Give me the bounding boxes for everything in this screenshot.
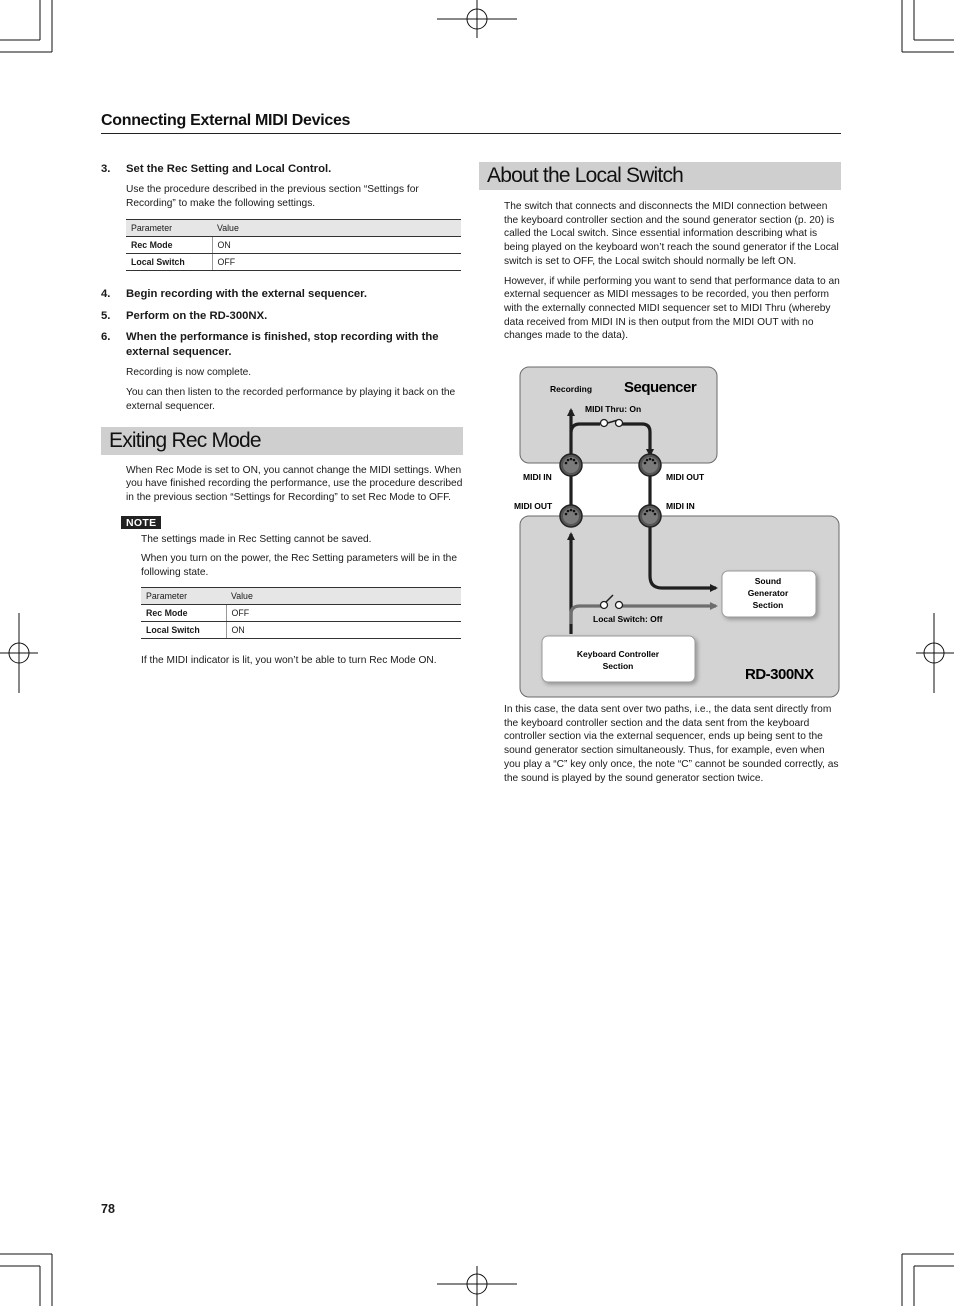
sound-generator-label: Sound	[754, 576, 782, 586]
local-switch-label: Local Switch: Off	[593, 614, 663, 624]
step-number: 4.	[101, 288, 111, 301]
table-cell: OFF	[212, 254, 461, 271]
step-text: Begin recording with the external sequencer.	[126, 288, 368, 301]
keyboard-controller-label: Keyboard Controller	[576, 649, 660, 659]
rd-300nx-title: RD-300NX	[745, 666, 814, 683]
table-row	[126, 254, 461, 271]
step-text: Set the Rec Setting and Local Control.	[126, 163, 332, 175]
midi-thru-label: MIDI Thru: On	[585, 404, 642, 414]
table-header-cell: Parameter	[141, 587, 226, 604]
page-number: 78	[101, 1202, 115, 1216]
section-header: Connecting External MIDI Devices	[101, 112, 841, 134]
table-row	[126, 237, 461, 254]
table-header-cell: Parameter	[126, 220, 212, 237]
table-row	[141, 604, 461, 621]
table-cell: ON	[226, 621, 461, 638]
table-cell: Local Switch	[126, 254, 212, 271]
step-text: Perform on the RD-300NX.	[126, 310, 268, 323]
step-text: When the performance is finished, stop recording with the external sequencer.	[126, 331, 439, 359]
table-cell: ON	[212, 237, 461, 254]
midi-connection-diagram	[508, 362, 844, 702]
local-switch-contact	[616, 602, 623, 609]
note-text-1: The settings made in Rec Setting cannot be saved.	[141, 533, 372, 545]
step-3-body: Use the procedure described in the previous section “Settings for Recording” to make the following settings.	[126, 184, 419, 209]
table-cell: OFF	[226, 604, 461, 621]
step-6-body-1: Recording is now complete.	[126, 367, 252, 379]
table-row	[141, 621, 461, 638]
local-switch-para-3: In this case, the data sent over two paths, i.e., the data sent directly from the keyboard controller section and the data sent from the keyboard controller section via the external sequencer, ends up being sent to the sound generator section simultaneously. Thus, for example, even when you play a “C” key only once, the note “C” cannot be sounded correctly, as the sound is played by the sound generator section twice.	[504, 704, 839, 784]
table-header-row	[141, 587, 461, 604]
keyboard-controller-box	[542, 636, 695, 682]
sequencer-midi-out-label: MIDI OUT	[666, 472, 705, 482]
exiting-rec-mode-body: When Rec Mode is set to ON, you cannot change the MIDI settings. When you have finished recording the performance, use the procedure described in the previous section “Settings for Recording” to set Rec Mode to OFF.	[126, 464, 463, 503]
table-header-cell: Value	[212, 220, 461, 237]
step-4	[101, 287, 463, 302]
note-block	[101, 513, 463, 668]
table-cell: Rec Mode	[126, 237, 212, 254]
local-switch-para-2: However, if while performing you want to send that performance data to an external sequencer as MIDI messages to be recorded, you then perform with the externally connected MIDI sequencer set to MIDI Thru (whereby data received from MIDI IN is then output from the MIDI OUT with no changes made to the data).	[504, 275, 840, 342]
step-number: 5.	[101, 310, 111, 323]
note-badge: NOTE	[121, 516, 161, 529]
midi-port-icon	[560, 505, 582, 527]
keyboard-controller-label: Section	[602, 661, 634, 671]
thru-switch-contact	[601, 420, 608, 427]
thru-switch-contact	[616, 420, 623, 427]
step-3	[101, 162, 463, 177]
step-6-body-2: You can then listen to the recorded performance by playing it back on the external sequencer.	[126, 387, 456, 412]
about-local-switch-heading: About the Local Switch	[479, 162, 841, 190]
sound-generator-label: Generator	[747, 588, 789, 598]
settings-table-wrapper	[101, 219, 463, 271]
local-switch-contact	[601, 602, 608, 609]
table-header-cell: Value	[226, 587, 461, 604]
rd-midi-in-label: MIDI IN	[666, 501, 695, 511]
local-switch-para-1: The switch that connects and disconnects the MIDI connection between the keyboard controller section and the sound generator section (p. 20) is called the Local switch. Since essential information describing what is being played on the keyboard won’t reach the sound generator if the Local switch is set to OFF, the Local switch should normally be left ON.	[504, 201, 839, 267]
step-5	[101, 309, 463, 324]
power-on-state-table	[141, 587, 461, 639]
sound-generator-label: Section	[752, 600, 784, 610]
left-column	[101, 162, 463, 667]
note-text-2: When you turn on the power, the Rec Setting parameters will be in the following state.	[141, 553, 457, 579]
midi-port-icon	[560, 454, 582, 476]
midi-port-icon	[639, 454, 661, 476]
rd-midi-out-label: MIDI OUT	[514, 501, 553, 511]
sequencer-midi-in-label: MIDI IN	[523, 472, 552, 482]
exiting-rec-mode-heading: Exiting Rec Mode	[101, 427, 463, 455]
note-text-3: If the MIDI indicator is lit, you won’t be able to turn Rec Mode ON.	[141, 654, 437, 666]
table-cell: Rec Mode	[141, 604, 226, 621]
table-cell: Local Switch	[141, 621, 226, 638]
recording-label: Recording	[550, 384, 593, 394]
sequencer-title: Sequencer	[624, 379, 697, 396]
step-number: 6.	[101, 331, 111, 344]
table-header-row	[126, 220, 461, 237]
midi-port-icon	[639, 505, 661, 527]
settings-table	[126, 219, 461, 271]
step-number: 3.	[101, 163, 111, 175]
step-6	[101, 330, 463, 360]
